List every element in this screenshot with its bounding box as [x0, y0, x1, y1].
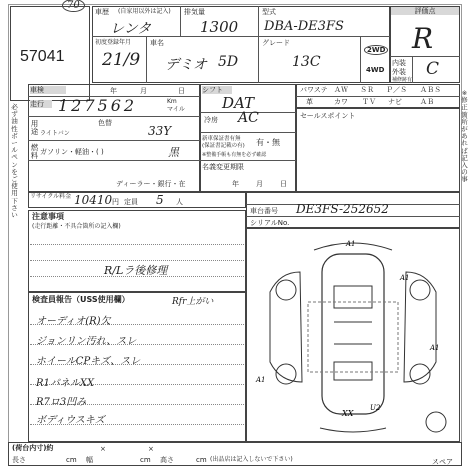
warranty-options: 有・無: [256, 138, 280, 147]
svg-text:A1: A1: [346, 240, 356, 248]
inspection-day: 日: [178, 87, 185, 95]
serial-label: シリアルNo.: [250, 219, 290, 227]
first-reg-value: 21/9: [102, 50, 141, 70]
ac-value: AC: [238, 110, 259, 126]
first-reg-label: 初度登録年月: [95, 39, 132, 46]
repair-label: 補修跡有: [392, 77, 413, 83]
footer-final-note: (出品店は記入しないで下さい): [210, 456, 293, 463]
inspection-label: 車検: [30, 86, 66, 94]
side-note-left: 必ず油性ボールペンをご使用下さい: [11, 103, 18, 220]
lot-number: 57041: [20, 48, 65, 65]
transmission-value: DAT: [222, 94, 255, 112]
interior-value: C: [426, 59, 440, 79]
capacity-label: 定員: [124, 198, 138, 206]
drive-4wd: 4WD: [366, 66, 385, 74]
km-unit: Km: [167, 98, 177, 105]
color-code-value: 33Y: [148, 124, 172, 138]
inspector-item-2: ジョンリン汚れ、スレ: [36, 336, 137, 347]
equip-tv: ＴＶ: [362, 98, 376, 106]
ac-label: 冷房: [204, 116, 218, 124]
warranty-note2: ※整備手帳も有無を必ず確認: [202, 152, 267, 158]
inspector-item-6: ボディウスキズ: [36, 415, 105, 426]
car-history-label: 車歴: [95, 8, 109, 16]
sales-points-box: [296, 108, 460, 192]
doors-value: 5D: [218, 54, 239, 70]
displacement-value: 1300: [200, 18, 239, 36]
vehicle-use-vertical: 用途: [30, 119, 39, 137]
footer-times-2: ×: [148, 445, 154, 453]
owner-year: 年: [232, 180, 239, 188]
exterior-label: 外装: [392, 68, 406, 76]
inspector-item-3: ホイールCPキズ、スレ: [36, 356, 141, 367]
equip-leather: 革: [306, 98, 313, 106]
mile-unit: マイル: [167, 106, 185, 113]
circle-mark: 70: [62, 0, 85, 12]
mileage-value: 127562: [58, 96, 138, 115]
footer-depth-unit: cm: [196, 456, 207, 464]
equip-kawa: カワ: [334, 98, 348, 106]
footer-times-1: ×: [100, 445, 106, 453]
recycle-label: リサイクル料金: [30, 193, 72, 200]
transmission-label: シフト: [202, 86, 232, 94]
model-value: DBA-DE3FS: [264, 19, 344, 34]
sales-points-label: セールスポイント: [300, 112, 356, 120]
footer-depth-label: 高さ: [160, 456, 174, 464]
capacity-unit: 人: [176, 198, 183, 206]
mileage-label: 走行: [30, 100, 52, 108]
inspector-item-5: R7ロ3凹み: [36, 397, 87, 408]
side-note-right: ※修正箇所があれば記入の事: [461, 89, 468, 184]
inspection-month: 月: [140, 87, 147, 95]
footer-width-unit: cm: [140, 456, 151, 464]
svg-text:A1: A1: [400, 274, 410, 282]
svg-text:A1: A1: [256, 376, 266, 384]
svg-text:XX: XX: [342, 409, 354, 418]
notes-label: 注意事項: [32, 212, 64, 221]
svg-text:U2: U2: [370, 404, 381, 412]
inspector-item-4: R1パネルXX: [36, 378, 95, 389]
car-name-value: デミオ: [165, 57, 207, 73]
grade-label: グレード: [262, 39, 290, 47]
footer-length-unit: cm: [66, 456, 77, 464]
fuel-options: ガソリン・軽油・( ): [40, 148, 104, 156]
svg-text:A1: A1: [430, 344, 440, 352]
equip-abs: ＡＢＳ: [420, 86, 441, 94]
inspector-label: 検査員報告（USS使用欄）: [32, 295, 130, 304]
dealer-label: ディーラー・銀行・在: [116, 180, 186, 188]
grade-score-label: 評価点: [391, 7, 459, 15]
owner-name-label: 名義変更期限: [202, 163, 244, 171]
equip-ps: Ｐ／Ｓ: [386, 86, 407, 94]
color-change-label: 色替: [98, 119, 112, 127]
notes-item: R/Lラ後修理: [104, 264, 168, 277]
fuel-vertical: 燃料: [30, 143, 39, 161]
drive-2wd: 2WD: [364, 45, 388, 55]
interior-label: 内装: [392, 59, 406, 67]
light-van-label: ライトバン: [40, 130, 70, 137]
color-value: 黒: [168, 146, 179, 159]
footer-width-label: 長さ: [12, 456, 26, 464]
warranty-label: 新車保証書有無: [202, 136, 241, 142]
car-history-value: レンタ: [110, 21, 152, 37]
inspector-stamp: Rfr上がい: [172, 297, 214, 307]
footer-height-label: 幅: [86, 456, 93, 464]
equip-power-steering: パワステ: [300, 86, 328, 94]
model-label: 型式: [262, 8, 276, 16]
equip-ab: ＡＢ: [420, 98, 434, 106]
grade-score-value: R: [412, 22, 434, 55]
vin-label: 車台番号: [250, 207, 278, 215]
owner-month: 月: [256, 180, 263, 188]
equip-navi: ナビ: [388, 98, 402, 106]
recycle-value: 10410: [74, 193, 113, 207]
owner-day: 日: [280, 180, 287, 188]
displacement-label: 排気量: [184, 8, 205, 16]
car-name-label: 車名: [150, 39, 164, 47]
inspection-year: 年: [110, 87, 117, 95]
notes-note: (走行距離・不具合箇所の記入欄): [32, 223, 121, 230]
footer-label: (荷台内寸)約: [12, 444, 54, 452]
equip-sr: ＳＲ: [360, 86, 374, 94]
recycle-unit: 円: [112, 198, 119, 206]
capacity-value: 5: [156, 193, 164, 207]
inspector-item-1: オーディオ(R)欠: [36, 316, 111, 327]
equip-aw: ＡＷ: [334, 86, 348, 94]
car-diagram: [250, 232, 456, 438]
spare-label: スペア: [432, 458, 453, 466]
grade-value: 13C: [292, 54, 321, 70]
car-history-note: (自家用以外は記入): [118, 8, 171, 15]
vin-value: DE3FS-252652: [296, 202, 389, 216]
warranty-note: (保証書記載の有): [202, 143, 245, 149]
